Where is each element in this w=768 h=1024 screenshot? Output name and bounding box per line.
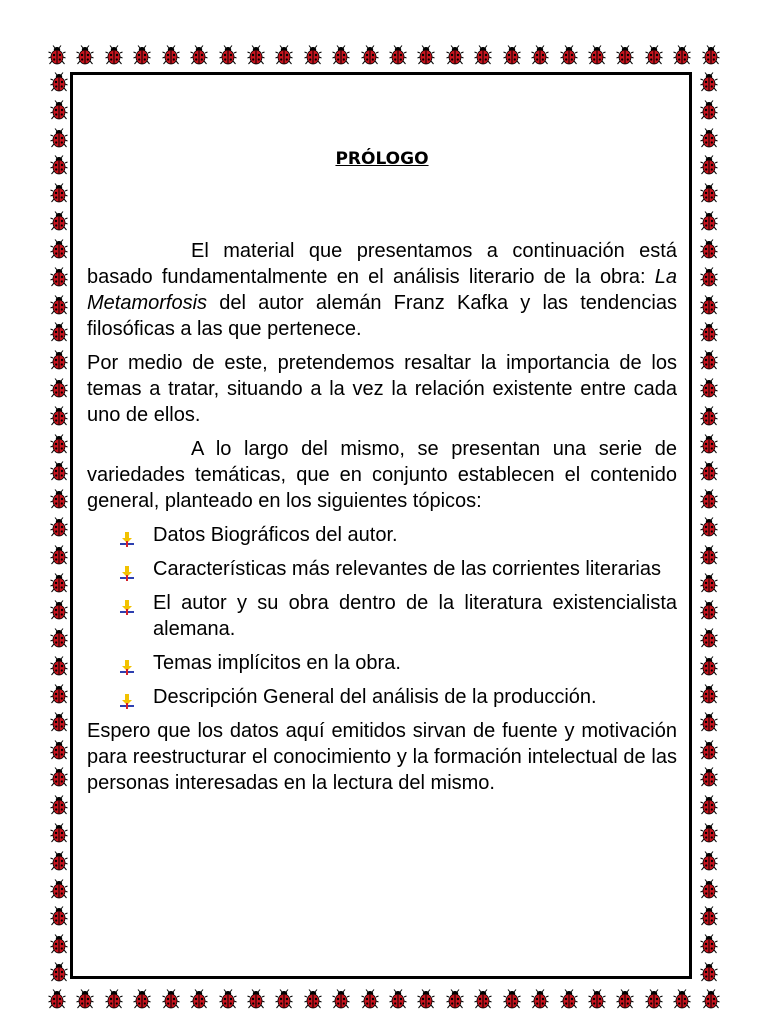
list-item (87, 590, 677, 642)
ladybug-icon (76, 989, 94, 1009)
ladybug-border-bottom (48, 988, 720, 1010)
arrow-bullet-icon (119, 690, 135, 706)
ladybug-icon (50, 295, 68, 315)
ladybug-icon (50, 267, 68, 287)
ladybug-icon (50, 434, 68, 454)
ladybug-border-top (48, 44, 720, 66)
ladybug-icon (50, 879, 68, 899)
ladybug-icon (50, 406, 68, 426)
ladybug-icon (700, 573, 718, 593)
ladybug-icon (50, 934, 68, 954)
ladybug-icon (700, 267, 718, 287)
ladybug-icon (700, 211, 718, 231)
ladybug-icon (446, 989, 464, 1009)
ladybug-icon (50, 962, 68, 982)
ladybug-icon (162, 45, 180, 65)
ladybug-icon (673, 45, 691, 65)
list-item-text: Descripción General del análisis de la producción. (153, 686, 597, 708)
ladybug-icon (50, 461, 68, 481)
ladybug-icon (700, 712, 718, 732)
ladybug-icon (50, 684, 68, 704)
purpose-paragraph: Por medio de este, pretendemos resaltar la importancia de los temas a tratar, situando a la vez la relación existente entre cada uno de ellos. (87, 352, 677, 426)
ladybug-icon (700, 879, 718, 899)
ladybug-icon (133, 45, 151, 65)
document-body (87, 140, 677, 804)
ladybug-icon (700, 128, 718, 148)
ladybug-icon (247, 45, 265, 65)
ladybug-icon (50, 767, 68, 787)
ladybug-icon (700, 906, 718, 926)
topics-list (87, 522, 677, 710)
ladybug-icon (332, 45, 350, 65)
ladybug-icon (700, 100, 718, 120)
ladybug-icon (645, 45, 663, 65)
list-item-text: Datos Biográficos del autor. (153, 524, 398, 546)
ladybug-icon (700, 155, 718, 175)
list-item-text: Temas implícitos en la obra. (153, 652, 401, 674)
ladybug-icon (700, 406, 718, 426)
ladybug-icon (531, 989, 549, 1009)
ladybug-icon (700, 461, 718, 481)
list-item (87, 522, 677, 548)
ladybug-icon (50, 239, 68, 259)
ladybug-icon (700, 295, 718, 315)
intro-paragraph (87, 238, 677, 342)
ladybug-icon (50, 350, 68, 370)
ladybug-icon (50, 128, 68, 148)
ladybug-icon (700, 239, 718, 259)
ladybug-icon (361, 45, 379, 65)
ladybug-icon (700, 322, 718, 342)
ladybug-icon (361, 989, 379, 1009)
ladybug-icon (50, 211, 68, 231)
ladybug-icon (190, 989, 208, 1009)
ladybug-icon (332, 989, 350, 1009)
ladybug-icon (702, 45, 720, 65)
ladybug-icon (48, 989, 66, 1009)
ladybug-icon (673, 989, 691, 1009)
ladybug-icon (702, 989, 720, 1009)
ladybug-icon (219, 45, 237, 65)
ladybug-icon (700, 823, 718, 843)
book-title: La Metamorfosis (87, 266, 677, 314)
ladybug-icon (503, 989, 521, 1009)
ladybug-icon (190, 45, 208, 65)
ladybug-icon (50, 740, 68, 760)
ladybug-icon (275, 45, 293, 65)
arrow-bullet-icon (119, 562, 135, 578)
arrow-bullet-icon (119, 656, 135, 672)
ladybug-icon (700, 962, 718, 982)
list-item (87, 650, 677, 676)
ladybug-icon (76, 45, 94, 65)
ladybug-border-right (698, 72, 720, 982)
ladybug-icon (50, 378, 68, 398)
arrow-bullet-icon (119, 528, 135, 544)
ladybug-icon (700, 350, 718, 370)
ladybug-icon (50, 183, 68, 203)
list-item-text: El autor y su obra dentro de la literatura existencialista alemana. (153, 592, 677, 640)
intro-text-start: El material que presentamos a continuación está basado fundamentalmente en el análisis literario de la obra: (87, 240, 677, 288)
ladybug-icon (700, 684, 718, 704)
ladybug-icon (275, 989, 293, 1009)
ladybug-icon (645, 989, 663, 1009)
ladybug-icon (700, 545, 718, 565)
ladybug-icon (616, 989, 634, 1009)
ladybug-icon (616, 45, 634, 65)
ladybug-icon (50, 600, 68, 620)
list-item-text: Características más relevantes de las corrientes literarias (153, 558, 661, 580)
ladybug-icon (700, 600, 718, 620)
ladybug-icon (304, 45, 322, 65)
ladybug-icon (503, 45, 521, 65)
page-title: PRÓLOGO (335, 149, 429, 169)
ladybug-icon (588, 45, 606, 65)
ladybug-icon (700, 183, 718, 203)
ladybug-icon (531, 45, 549, 65)
ladybug-icon (417, 989, 435, 1009)
ladybug-icon (304, 989, 322, 1009)
list-item (87, 684, 677, 710)
ladybug-icon (50, 573, 68, 593)
closing-paragraph: Espero que los datos aquí emitidos sirvan de fuente y motivación para reestructurar el conocimiento y la formación intelectual de las personas interesadas en la lectura del mismo. (87, 720, 677, 794)
ladybug-icon (700, 72, 718, 92)
ladybug-icon (50, 100, 68, 120)
ladybug-icon (105, 989, 123, 1009)
ladybug-icon (50, 322, 68, 342)
ladybug-icon (700, 767, 718, 787)
ladybug-icon (417, 45, 435, 65)
ladybug-icon (50, 656, 68, 676)
ladybug-icon (50, 72, 68, 92)
intro-text-end: del autor alemán Franz Kafka y las tendencias filosóficas a las que pertenece. (87, 292, 677, 340)
ladybug-icon (560, 45, 578, 65)
topics-intro-paragraph (87, 436, 677, 514)
ladybug-icon (50, 712, 68, 732)
ladybug-icon (700, 628, 718, 648)
ladybug-icon (700, 517, 718, 537)
ladybug-icon (219, 989, 237, 1009)
ladybug-icon (389, 989, 407, 1009)
ladybug-icon (474, 989, 492, 1009)
ladybug-icon (50, 628, 68, 648)
ladybug-icon (50, 545, 68, 565)
ladybug-icon (50, 155, 68, 175)
arrow-bullet-icon (119, 596, 135, 612)
ladybug-icon (700, 851, 718, 871)
ladybug-icon (700, 378, 718, 398)
ladybug-icon (389, 45, 407, 65)
ladybug-icon (560, 989, 578, 1009)
ladybug-icon (50, 795, 68, 815)
ladybug-icon (247, 989, 265, 1009)
ladybug-icon (446, 45, 464, 65)
ladybug-icon (50, 489, 68, 509)
topics-intro-text: A lo largo del mismo, se presentan una serie de variedades temáticas, que en conjunto establecen el contenido general, planteado en los siguientes tópicos: (87, 438, 677, 512)
ladybug-icon (700, 656, 718, 676)
ladybug-icon (133, 989, 151, 1009)
ladybug-icon (48, 45, 66, 65)
ladybug-icon (50, 906, 68, 926)
ladybug-icon (50, 851, 68, 871)
ladybug-icon (700, 740, 718, 760)
ladybug-icon (162, 989, 180, 1009)
ladybug-icon (50, 823, 68, 843)
list-item (87, 556, 677, 582)
ladybug-icon (700, 434, 718, 454)
ladybug-border-left (48, 72, 70, 982)
ladybug-icon (700, 795, 718, 815)
ladybug-icon (474, 45, 492, 65)
ladybug-icon (700, 489, 718, 509)
ladybug-icon (105, 45, 123, 65)
ladybug-icon (50, 517, 68, 537)
ladybug-icon (700, 934, 718, 954)
ladybug-icon (588, 989, 606, 1009)
